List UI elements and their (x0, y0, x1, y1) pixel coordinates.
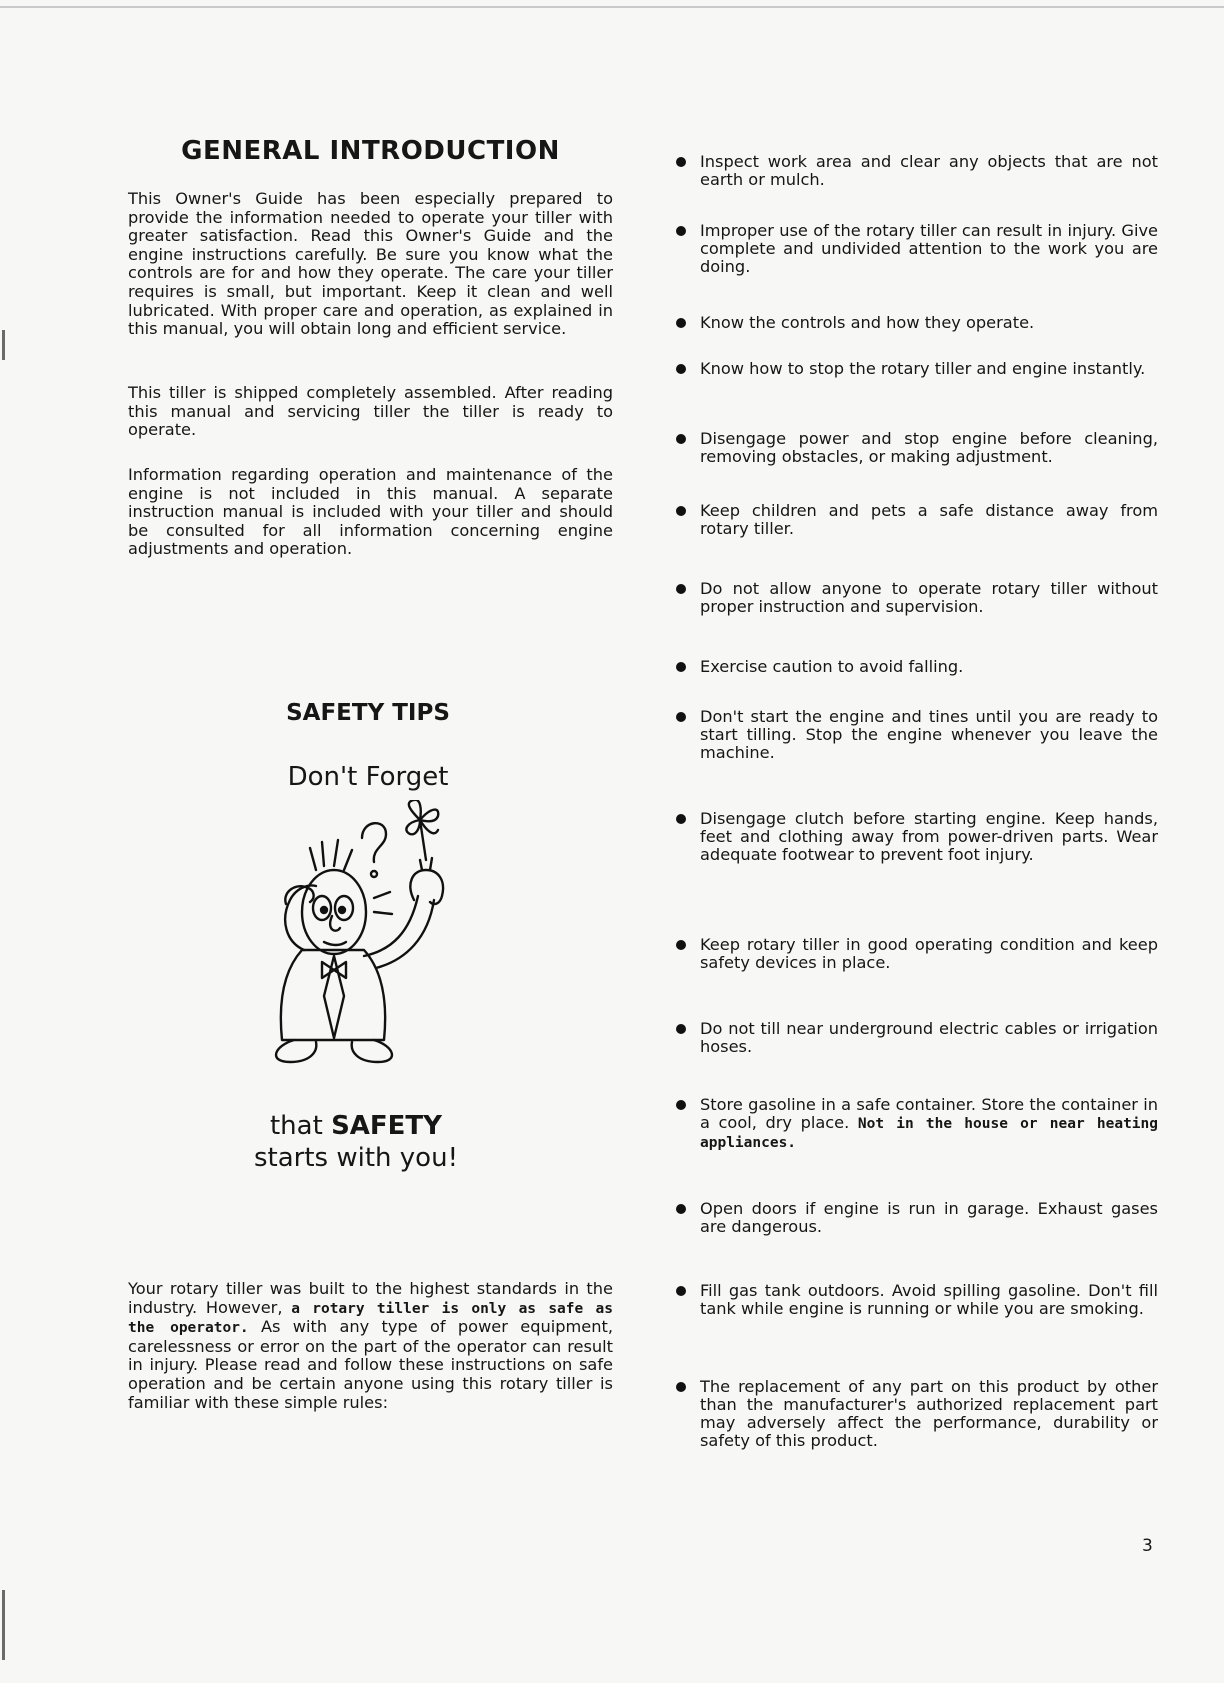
rule-text: Disengage clutch before starting engine. Keep hands, feet and clothing away from power-driven parts. Wear adequate footwear to prevent foot injury. (700, 809, 1158, 864)
bullet-dot-icon (676, 1100, 686, 1110)
bullet-dot-icon (676, 1204, 686, 1214)
closing-bold-emphasis: a rotary tiller is only as safe as the operator. (128, 1300, 614, 1337)
general-introduction-title: GENERAL INTRODUCTION (181, 136, 560, 166)
rule-text: Fill gas tank outdoors. Avoid spilling gasoline. Don't fill tank while engine is running or while you are smoking. (700, 1281, 1158, 1318)
safety-tips-title: SAFETY TIPS (286, 700, 450, 726)
list-item (668, 314, 1158, 332)
list-item (668, 1282, 1158, 1318)
list-item (668, 1096, 1158, 1152)
top-edge-line (0, 6, 1224, 8)
list-item (668, 502, 1158, 538)
rule-text: Know the controls and how they operate. (700, 313, 1035, 332)
rule-text: Store gasoline in a safe container. Store the container in a cool, dry place. (700, 1095, 1158, 1132)
bullet-dot-icon (676, 1024, 686, 1034)
list-item (668, 708, 1158, 762)
bullet-dot-icon (676, 434, 686, 444)
that-word: that (269, 1111, 323, 1141)
confused-man-illustration (224, 800, 524, 1070)
rule-bold-warning: Not in the house or near heating appliances. (700, 1116, 1158, 1151)
that-safety-starts-with-you (128, 1110, 584, 1174)
list-item (668, 222, 1158, 276)
rule-text: Keep children and pets a safe distance away from rotary tiller. (700, 501, 1158, 538)
bullet-dot-icon (676, 814, 686, 824)
list-item (668, 360, 1158, 378)
closing-paragraph (128, 1280, 613, 1412)
list-item (668, 658, 1158, 676)
rule-text: Keep rotary tiller in good operating condition and keep safety devices in place. (700, 935, 1158, 972)
bullet-dot-icon (676, 712, 686, 722)
bullet-dot-icon (676, 318, 686, 328)
list-item (668, 153, 1158, 189)
rule-text: Improper use of the rotary tiller can result in injury. Give complete and undivided attention to the work you are doing. (700, 221, 1158, 276)
closing-part-1: Your rotary tiller was built to the highest standards in the industry. However, (128, 1279, 613, 1317)
dont-forget-caption: Don't Forget (287, 762, 449, 792)
page-number: 3 (1142, 1536, 1153, 1556)
list-item (668, 1378, 1158, 1450)
safety-word: SAFETY (331, 1111, 442, 1141)
starts-with-you-line: starts with you! (254, 1143, 458, 1173)
rule-text: Disengage power and stop engine before cleaning, removing obstacles, or making adjustment. (700, 429, 1158, 466)
list-item (668, 1020, 1158, 1056)
rule-text: Inspect work area and clear any objects that are not earth or mulch. (700, 152, 1158, 189)
list-item (668, 936, 1158, 972)
rule-text: Open doors if engine is run in garage. Exhaust gases are dangerous. (700, 1199, 1158, 1236)
rule-text: Know how to stop the rotary tiller and engine instantly. (700, 359, 1146, 378)
bullet-dot-icon (676, 157, 686, 167)
bullet-dot-icon (676, 940, 686, 950)
bullet-dot-icon (676, 662, 686, 672)
fold-mark (2, 1590, 5, 1660)
rule-text: Do not allow anyone to operate rotary tiller without proper instruction and supervision. (700, 579, 1158, 616)
bullet-dot-icon (676, 506, 686, 516)
list-item (668, 810, 1158, 864)
bullet-dot-icon (676, 1382, 686, 1392)
rule-text: The replacement of any part on this product by other than the manufacturer's authorized replacement part may adversely affect the performance, durability or safety of this product. (700, 1377, 1158, 1450)
bullet-dot-icon (676, 364, 686, 374)
fold-mark (2, 330, 5, 360)
bullet-dot-icon (676, 1286, 686, 1296)
list-item (668, 1200, 1158, 1236)
intro-paragraph-2: This tiller is shipped completely assembled. After reading this manual and servicing tiller the tiller is ready to operate. (128, 383, 613, 440)
list-item (668, 580, 1158, 616)
rule-text: Exercise caution to avoid falling. (700, 657, 964, 676)
intro-paragraph-3: Information regarding operation and maintenance of the engine is not included in this manual. A separate instruction manual is included with your tiller and should be consulted for all information concerning engine adjustments and operation. (128, 465, 613, 559)
bullet-dot-icon (676, 226, 686, 236)
intro-paragraph-1: This Owner's Guide has been especially prepared to provide the information needed to operate your tiller with greater satisfaction. Read this Owner's Guide and the engine instructions carefully. Be sure you know what the controls are for and how they operate. The care your tiller requires is small, but important. Keep it clean and well lubricated. With proper care and operation, as explained in this manual, you will obtain long and efficient service. (128, 189, 613, 339)
bullet-dot-icon (676, 584, 686, 594)
list-item (668, 430, 1158, 466)
rule-text: Do not till near underground electric cables or irrigation hoses. (700, 1019, 1158, 1056)
rule-text: Don't start the engine and tines until you are ready to start tilling. Stop the engine whenever you leave the machine. (700, 707, 1158, 762)
closing-part-2: As with any type of power equipment, carelessness or error on the part of the operator can result in injury. Please read and follow these instructions on safe operation and be certain anyone using this rotary tiller is familiar with these simple rules: (128, 1317, 613, 1412)
